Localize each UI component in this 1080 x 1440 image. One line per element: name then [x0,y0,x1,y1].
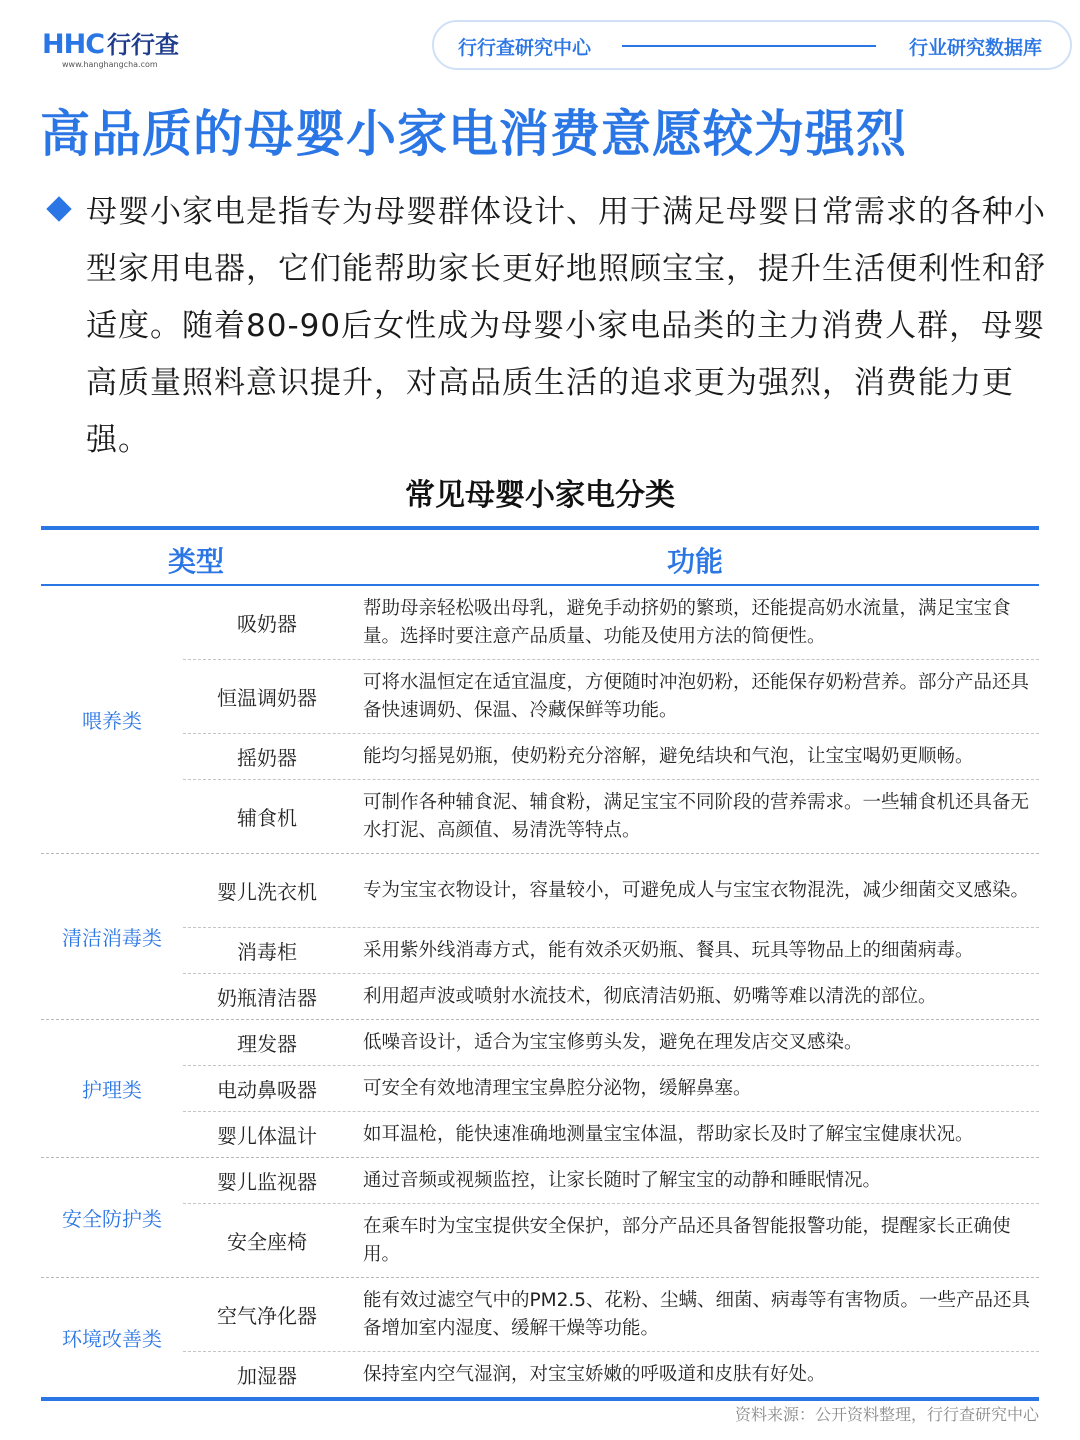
logo [42,30,202,72]
product-name: 摇奶器 [237,746,297,770]
table-row [183,1278,1039,1352]
table-group [41,586,1039,854]
logo-mark: HHC 行行查 [42,29,180,60]
product-function: 专为宝宝衣物设计，容量较小，可避免成人与宝宝衣物混洗，减少细菌交叉感染。 [363,879,1030,901]
table-title: 常见母婴小家电分类 [405,478,675,513]
category-table [41,526,1039,1401]
header-divider-line [622,45,876,47]
table-row [183,780,1039,853]
page-title: 高品质的母婴小家电消费意愿较为强烈 [40,105,907,163]
product-name: 婴儿洗衣机 [217,880,317,904]
category-label: 环境改善类 [62,1327,162,1351]
table-row [183,1158,1039,1204]
table-group [41,1020,1039,1158]
table-group [41,854,1039,1020]
product-name: 婴儿监视器 [217,1170,317,1194]
product-function: 在乘车时为宝宝提供安全保护，部分产品还具备智能报警功能，提醒家长正确使用。 [363,1215,1011,1265]
header-function: 功能 [666,545,723,578]
product-name: 空气净化器 [217,1304,317,1328]
table-group [41,1278,1039,1397]
diamond-bullet-icon [46,196,71,221]
product-name: 辅食机 [237,806,297,830]
table-row [183,1352,1039,1397]
table-row [183,734,1039,780]
product-function: 可制作各种辅食泥、辅食粉，满足宝宝不同阶段的营养需求。一些辅食机还具备无水打泥、高颜值、易清洗等特点。 [363,791,1030,841]
product-name: 吸奶器 [237,612,297,636]
table-bottom-rule [41,1397,1039,1401]
category-label: 清洁消毒类 [62,926,162,950]
product-name: 电动鼻吸器 [217,1078,317,1102]
header-right-label: 行业研究数据库 [908,37,1042,59]
product-function: 如耳温枪，能快速准确地测量宝宝体温，帮助家长及时了解宝宝健康状况。 [363,1123,974,1145]
product-function: 能有效过滤空气中的PM2.5、花粉、尘螨、细菌、病毒等有害物质。一些产品还具备增加室内湿度、缓解干燥等功能。 [363,1289,1031,1339]
product-name: 婴儿体温计 [217,1124,317,1148]
product-function: 保持室内空气湿润，对宝宝娇嫩的呼吸道和皮肤有好处。 [363,1363,826,1385]
product-name: 恒温调奶器 [217,686,317,710]
table-group [41,1158,1039,1278]
product-name: 消毒柜 [237,940,297,964]
product-function: 利用超声波或喷射水流技术，彻底清洁奶瓶、奶嘴等难以清洗的部位。 [363,985,937,1007]
logo-url: www.hanghangcha.com [62,60,158,69]
table-row [183,660,1039,734]
product-function: 通过音频或视频监控，让家长随时了解宝宝的动静和睡眠情况。 [363,1169,882,1191]
header-pill [432,20,1072,70]
table-row [183,1112,1039,1157]
product-function: 可安全有效地清理宝宝鼻腔分泌物，缓解鼻塞。 [363,1077,752,1099]
product-function: 采用紫外线消毒方式，能有效杀灭奶瓶、餐具、玩具等物品上的细菌病毒。 [363,939,974,961]
header-type: 类型 [167,545,224,578]
product-function: 帮助母亲轻松吸出母乳，避免手动挤奶的繁琐，还能提高奶水流量，满足宝宝食量。选择时要注意产品质量、功能及使用方法的简便性。 [363,597,1011,647]
table-row [183,1066,1039,1112]
product-name: 安全座椅 [227,1230,307,1254]
product-name: 奶瓶清洁器 [217,986,317,1010]
table-row [183,928,1039,974]
intro-paragraph: 母婴小家电是指专为母婴群体设计、用于满足母婴日常需求的各种小型家用电器，它们能帮助家长更好地照顾宝宝，提升生活便利性和舒适度。随着80-90后女性成为母婴小家电品类的主力消费人群，母婴高质量照料意识提升，对高品质生活的追求更为强烈，消费能力更强。 [86,194,1046,458]
table-row [183,974,1039,1019]
logo-name: 行行查 [107,31,180,59]
source-note: 资料来源：公开资料整理，行行查研究中心 [734,1405,1039,1424]
product-name: 理发器 [237,1032,297,1056]
category-label: 护理类 [82,1078,142,1102]
product-function: 可将水温恒定在适宜温度，方便随时冲泡奶粉，还能保存奶粉营养。部分产品还具备快速调奶、保温、冷藏保鲜等功能。 [363,671,1030,721]
product-name: 加湿器 [237,1364,297,1388]
table-row [183,586,1039,660]
category-label: 安全防护类 [62,1207,162,1231]
table-row [183,1204,1039,1277]
product-function: 低噪音设计，适合为宝宝修剪头发，避免在理发店交叉感染。 [363,1031,863,1053]
category-label: 喂养类 [82,709,142,733]
table-row [183,854,1039,928]
header-left-label: 行行查研究中心 [458,37,592,59]
table-row [183,1020,1039,1066]
table-header [41,530,1039,586]
product-function: 能均匀摇晃奶瓶，使奶粉充分溶解，避免结块和气泡，让宝宝喝奶更顺畅。 [363,745,974,767]
